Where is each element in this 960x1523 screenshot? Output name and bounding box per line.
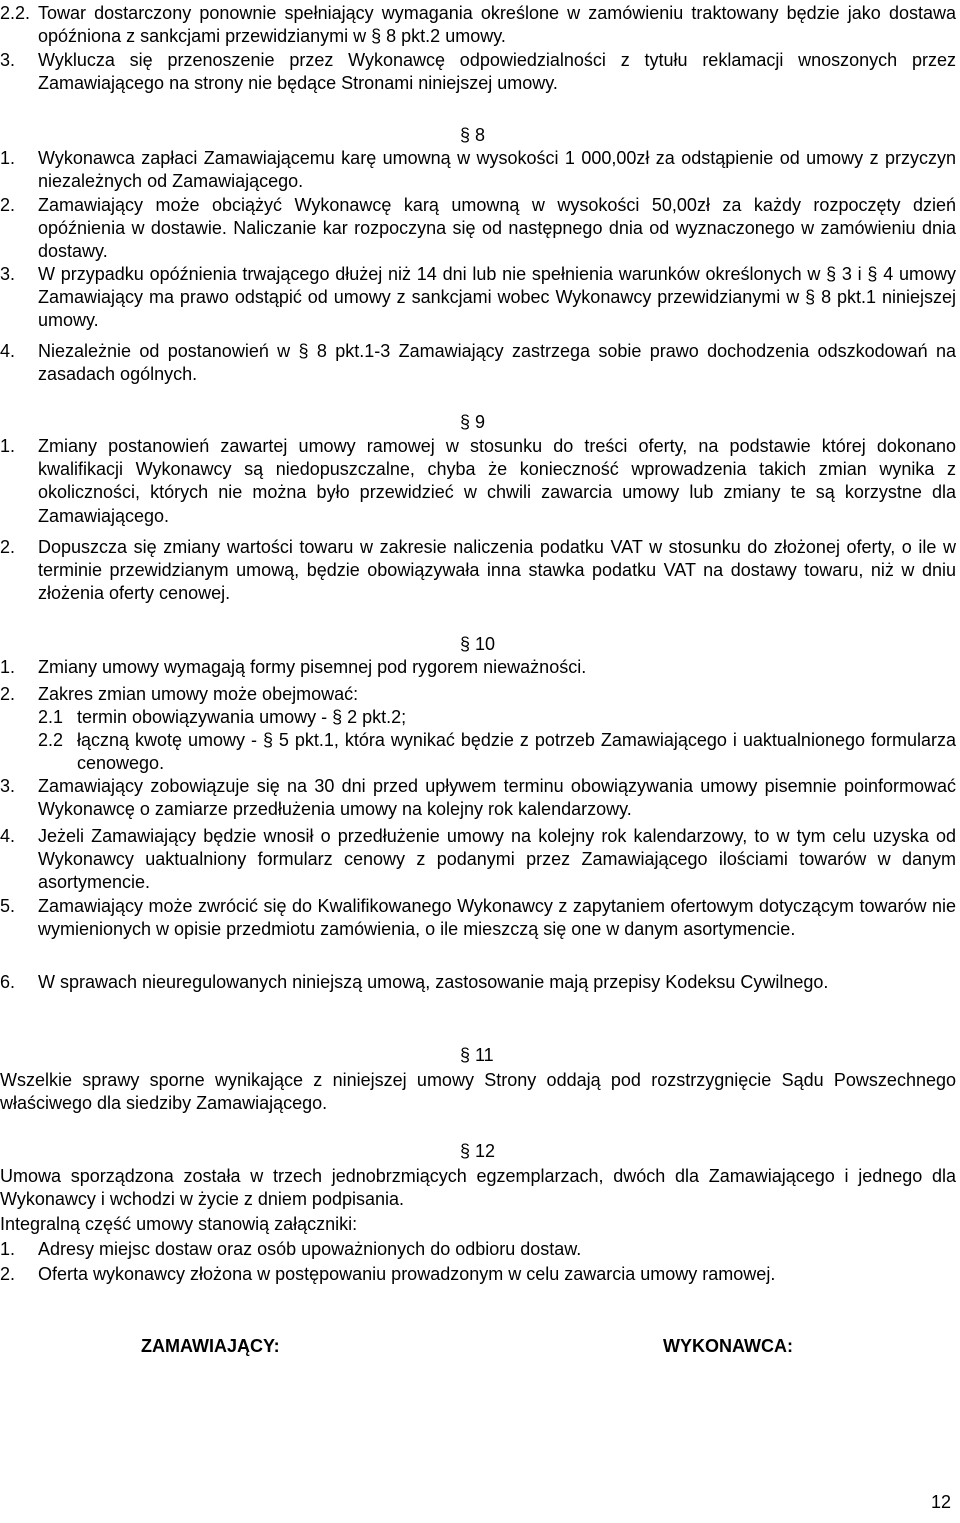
paragraph: Umowa sporządzona została w trzech jednobrzmiących egzemplarzach, dwóch dla Zamawiającego i jednego dla Wykonawcy i wchodzi w życie z dniem podpisania. — [0, 1166, 956, 1210]
list-item: 3. W przypadku opóźnienia trwającego dłużej niż 14 dni lub nie spełnienia warunków określonych w § 3 i § 4 umowy Zamawiający ma prawo odstąpić od umowy z sankcjami wobec Wykonawcy przewidzianymi w § 8 pkt.1 niniejszej umowy. — [0, 264, 956, 331]
section-heading-10: § 10 — [460, 634, 496, 654]
item-2-2 — [0, 2, 956, 48]
item-3 — [0, 49, 956, 95]
list-item: 5. Zamawiający może zwrócić się do Kwalifikowanego Wykonawcy z zapytaniem ofertowym dotyczącym towarów nie wymienionych w opisie przedmiotu zamówienia, o ile mieszczą się one w danym asortymencie. — [0, 896, 956, 940]
section-heading-8: § 8 — [460, 125, 486, 145]
section-heading-12: § 12 — [460, 1141, 496, 1161]
page-number: 12 — [930, 1492, 951, 1512]
list-item: 4. Niezależnie od postanowień w § 8 pkt.1-3 Zamawiający zastrzega sobie prawo dochodzenia odszkodowań na zasadach ogólnych. — [0, 341, 956, 385]
list-item: 2. Zakres zmian umowy może obejmować: — [0, 684, 359, 704]
sub-item: 2.2 łączną kwotę umowy - § 5 pkt.1, która wynikać będzie z potrzeb Zamawiającego i uaktualnionego formularza cenowego. — [38, 730, 956, 774]
annex-item: 1. Adresy miejsc dostaw oraz osób upoważnionych do odbioru dostaw. — [0, 1239, 582, 1259]
list-item: 1. Wykonawca zapłaci Zamawiającemu karę umowną w wysokości 1 000,00zł za odstąpienie od umowy z przyczyn niezależnych od Zamawiającego. — [0, 148, 956, 192]
item-number: 2.2. — [0, 3, 31, 23]
item-text: Wyklucza się przenoszenie przez Wykonawcę odpowiedzialności z tytułu reklamacji wnoszonych przez Zamawiającego na strony nie będące Stronami niniejszej umowy. — [38, 50, 956, 94]
item-number: 3. — [0, 50, 16, 70]
signature-label-contractor: WYKONAWCA: — [663, 1336, 793, 1356]
list-item: 1. Zmiany umowy wymagają formy pisemnej pod rygorem nieważności. — [0, 657, 587, 677]
list-item: 6. W sprawach nieuregulowanych niniejszą umową, zastosowanie mają przepisy Kodeksu Cywilnego. — [0, 972, 829, 992]
sub-item: 2.1 termin obowiązywania umowy - § 2 pkt.2; — [38, 707, 407, 727]
paragraph: Wszelkie sprawy sporne wynikające z niniejszej umowy Strony oddają pod rozstrzygnięcie Sądu Powszechnego właściwego dla siedziby Zamawiającego. — [0, 1070, 956, 1114]
annex-intro: Integralną część umowy stanowią załączniki: — [0, 1214, 358, 1234]
section-heading-11: § 11 — [460, 1045, 494, 1065]
list-item: 2. Dopuszcza się zmiany wartości towaru w zakresie naliczenia podatku VAT w stosunku do złożonej oferty, o ile w terminie przewidzianym umową, będzie obowiązywała inna stawka podatku VAT na dostawy towaru, niż w dniu złożenia oferty cenowej. — [0, 537, 956, 604]
list-item: 1. Zmiany postanowień zawartej umowy ramowej w stosunku do treści oferty, na podstawie której dokonano kwalifikacji Wykonawcy są niedopuszczalne, chyba że konieczność wprowadzenia takich zmian wynika z okoliczności, których nie można było przewidzieć w chwili zawarcia umowy lub zmiany te są korzystne dla Zamawiającego. — [0, 436, 956, 526]
list-item: 2. Zamawiający może obciążyć Wykonawcę karą umowną w wysokości 50,00zł za każdy rozpoczęty dzień opóźnienia w dostawie. Naliczanie kar rozpoczyna się od następnego dnia od wyznaczonego w zamówieniu dnia dostawy. — [0, 195, 956, 262]
signature-label-client: ZAMAWIAJĄCY: — [141, 1336, 280, 1356]
item-text: Towar dostarczony ponownie spełniający wymagania określone w zamówieniu traktowany będzie jako dostawa opóźniona z sankcjami przewidzianymi w § 8 pkt.2 umowy. — [38, 3, 956, 47]
list-item: 4. Jeżeli Zamawiający będzie wnosił o przedłużenie umowy na kolejny rok kalendarzowy, to w tym celu uzyska od Wykonawcy uaktualniony formularz cenowy z podanymi przez Zamawiającego ilościami towarów w danym asortymencie. — [0, 826, 956, 893]
section-heading-9: § 9 — [460, 412, 486, 432]
list-item: 3. Zamawiający zobowiązuje się na 30 dni przed upływem terminu obowiązywania umowy pisemnie poinformować Wykonawcę o zamiarze przedłużenia umowy na kolejny rok kalendarzowy. — [0, 776, 956, 820]
annex-item: 2. Oferta wykonawcy złożona w postępowaniu prowadzonym w celu zawarcia umowy ramowej. — [0, 1264, 776, 1284]
